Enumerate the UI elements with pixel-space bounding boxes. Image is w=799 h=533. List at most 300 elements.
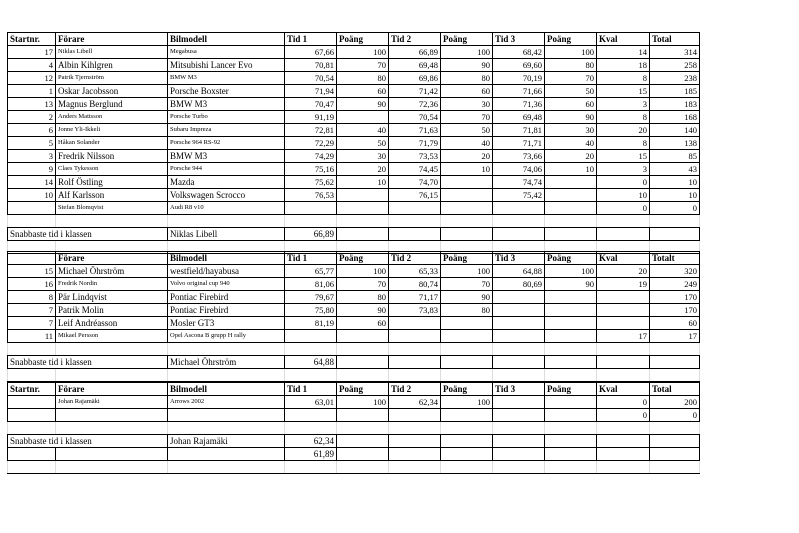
cell-startnr (8, 396, 56, 409)
cell-tid3: 68,42 (493, 46, 545, 59)
empty-cell (545, 356, 597, 369)
cell-forare: Patrik Tjernström (56, 72, 168, 85)
cell-kval: 0 (597, 202, 650, 215)
cell-bilmodell: BMW M3 (168, 72, 285, 85)
cell-bilmodell: Pontiac Firebird (168, 291, 285, 304)
cell-poang1: 70 (337, 278, 389, 291)
header-bilmodell: Bilmodell (168, 383, 285, 396)
cell-total: 249 (650, 278, 700, 291)
header-total: Totalt (650, 252, 700, 265)
cell-tid2: 73,83 (389, 304, 441, 317)
cell-poang1 (337, 409, 389, 422)
cell-startnr: 2 (8, 111, 56, 124)
cell-poang3 (545, 189, 597, 202)
empty-cell (285, 369, 337, 382)
header-poang2: Poäng (441, 383, 493, 396)
cell-bilmodell: Megabusa (168, 46, 285, 59)
cell-total: 185 (650, 85, 700, 98)
cell-bilmodell: Mazda (168, 176, 285, 189)
cell-poang1: 60 (337, 85, 389, 98)
cell-poang1: 90 (337, 304, 389, 317)
cell-kval: 17 (597, 330, 650, 343)
cell-poang2 (441, 317, 493, 330)
cell-poang1: 70 (337, 59, 389, 72)
table-row (8, 46, 700, 59)
cell-poang3 (545, 176, 597, 189)
cell-total: 0 (650, 409, 700, 422)
cell-kval: 8 (597, 72, 650, 85)
cell-kval: 15 (597, 85, 650, 98)
cell-poang3: 80 (545, 59, 597, 72)
cell-poang1: 20 (337, 163, 389, 176)
cell-total: 238 (650, 72, 700, 85)
cell-poang3: 70 (545, 72, 597, 85)
empty-cell (56, 343, 168, 356)
header-bilmodell: Bilmodell (168, 33, 285, 46)
empty-cell (545, 228, 597, 241)
empty-cell (493, 215, 545, 228)
empty-cell (493, 369, 545, 382)
cell-poang1: 30 (337, 150, 389, 163)
cell-forare: Pär Lindqvist (56, 291, 168, 304)
fastest-time: 66,89 (285, 228, 337, 241)
cell-tid3: 71,36 (493, 98, 545, 111)
cell-forare: Jonne Yli-Ikkeli (56, 124, 168, 137)
header-kval: Kval (597, 383, 650, 396)
table-row (8, 330, 700, 343)
header-row (8, 252, 700, 265)
cell-tid2: 69,48 (389, 59, 441, 72)
empty-cell (650, 422, 700, 435)
cell-total: 320 (650, 265, 700, 278)
cell-tid1 (285, 330, 337, 343)
header-poang2: Poäng (441, 252, 493, 265)
cell-forare: Niklas Libell (56, 46, 168, 59)
table-row (8, 189, 700, 202)
cell-kval: 20 (597, 124, 650, 137)
header-forare: Förare (56, 33, 168, 46)
table-row (8, 304, 700, 317)
cell-poang1 (337, 202, 389, 215)
empty-cell (441, 422, 493, 435)
cell-bilmodell: Subaru Impreza (168, 124, 285, 137)
cell-tid3: 71,66 (493, 85, 545, 98)
cell-bilmodell: BMW M3 (168, 98, 285, 111)
cell-forare: Stefan Blomqvist (56, 202, 168, 215)
header-forare: Förare (56, 383, 168, 396)
empty-cell (597, 435, 650, 448)
cell-startnr: 8 (8, 291, 56, 304)
empty-cell (337, 369, 389, 382)
cell-tid3 (493, 396, 545, 409)
cell-poang1: 10 (337, 176, 389, 189)
empty-cell (545, 448, 597, 461)
cell-tid3: 74,06 (493, 163, 545, 176)
table-row (8, 317, 700, 330)
cell-poang2 (441, 176, 493, 189)
cell-total: 10 (650, 176, 700, 189)
cell-poang2: 20 (441, 150, 493, 163)
empty-cell (493, 422, 545, 435)
empty-cell (493, 228, 545, 241)
fastest-row (8, 356, 700, 369)
spacer-row (8, 343, 700, 356)
cell-tid1: 75,62 (285, 176, 337, 189)
cell-total: 140 (650, 124, 700, 137)
empty-cell (650, 215, 700, 228)
cell-startnr: 10 (8, 189, 56, 202)
cell-startnr: 12 (8, 72, 56, 85)
empty-cell (441, 461, 493, 474)
cell-startnr: 7 (8, 317, 56, 330)
cell-poang3 (545, 409, 597, 422)
header-poang2: Poäng (441, 33, 493, 46)
cell-tid2: 71,63 (389, 124, 441, 137)
cell-forare (56, 409, 168, 422)
cell-forare: Magnus Berglund (56, 98, 168, 111)
empty-cell (337, 422, 389, 435)
empty-cell (168, 448, 285, 461)
cell-kval: 18 (597, 59, 650, 72)
header-tid1: Tid 1 (285, 33, 337, 46)
cell-poang3 (545, 304, 597, 317)
empty-cell (389, 448, 441, 461)
cell-kval (597, 304, 650, 317)
table-row (8, 291, 700, 304)
table-row (8, 72, 700, 85)
cell-tid2 (389, 202, 441, 215)
empty-cell (8, 448, 56, 461)
empty-cell (168, 343, 285, 356)
cell-poang3: 10 (545, 163, 597, 176)
cell-tid1: 70,54 (285, 72, 337, 85)
cell-bilmodell: Audi R8 v10 (168, 202, 285, 215)
cell-poang1: 100 (337, 46, 389, 59)
empty-cell (597, 369, 650, 382)
table-row (8, 85, 700, 98)
empty-cell (650, 448, 700, 461)
empty-cell (389, 215, 441, 228)
cell-tid2: 73,53 (389, 150, 441, 163)
cell-tid3 (493, 330, 545, 343)
cell-tid2: 80,74 (389, 278, 441, 291)
table-row (8, 124, 700, 137)
cell-bilmodell: BMW M3 (168, 150, 285, 163)
cell-total: 258 (650, 59, 700, 72)
empty-cell (8, 215, 56, 228)
empty-cell (8, 343, 56, 356)
empty-cell (337, 228, 389, 241)
cell-total: 168 (650, 111, 700, 124)
empty-cell (441, 215, 493, 228)
empty-cell (56, 422, 168, 435)
table-row (8, 176, 700, 189)
cell-tid3: 70,19 (493, 72, 545, 85)
cell-total: 17 (650, 330, 700, 343)
cell-tid1: 79,67 (285, 291, 337, 304)
cell-tid2: 65,33 (389, 265, 441, 278)
cell-bilmodell: Mosler GT3 (168, 317, 285, 330)
fastest-driver: Michael Öhrström (168, 356, 285, 369)
fastest-label: Snabbaste tid i klassen (8, 356, 168, 369)
empty-cell (441, 343, 493, 356)
cell-bilmodell: Volvo original cup 940 (168, 278, 285, 291)
cell-poang1: 90 (337, 98, 389, 111)
table-row (8, 278, 700, 291)
cell-kval: 0 (597, 409, 650, 422)
cell-poang1: 40 (337, 124, 389, 137)
cell-poang3: 20 (545, 150, 597, 163)
empty-cell (597, 343, 650, 356)
cell-forare: Alf Karlsson (56, 189, 168, 202)
header-startnr: Startnr. (8, 383, 56, 396)
empty-cell (8, 369, 56, 382)
header-tid2: Tid 2 (389, 33, 441, 46)
table-row (8, 163, 700, 176)
empty-cell (8, 422, 56, 435)
cell-poang1: 60 (337, 317, 389, 330)
cell-tid3: 74,74 (493, 176, 545, 189)
cell-tid3: 73,66 (493, 150, 545, 163)
cell-startnr: 1 (8, 85, 56, 98)
cell-tid3: 75,42 (493, 189, 545, 202)
fastest-label: Snabbaste tid i klassen (8, 435, 168, 448)
empty-cell (56, 215, 168, 228)
empty-cell (285, 343, 337, 356)
header-poang3: Poäng (545, 252, 597, 265)
cell-forare: Claes Tykesson (56, 163, 168, 176)
empty-cell (56, 461, 168, 474)
cell-poang2: 70 (441, 278, 493, 291)
cell-poang3 (545, 291, 597, 304)
header-forare: Förare (56, 252, 168, 265)
cell-total: 314 (650, 46, 700, 59)
cell-poang2: 100 (441, 265, 493, 278)
header-startnr (8, 252, 56, 265)
cell-poang2: 100 (441, 46, 493, 59)
empty-cell (337, 343, 389, 356)
empty-cell (493, 356, 545, 369)
table-row (8, 111, 700, 124)
cell-tid2: 74,45 (389, 163, 441, 176)
cell-startnr: 9 (8, 163, 56, 176)
cell-tid1: 81,06 (285, 278, 337, 291)
empty-cell (389, 422, 441, 435)
cell-tid2: 74,70 (389, 176, 441, 189)
cell-total: 183 (650, 98, 700, 111)
empty-cell (337, 435, 389, 448)
header-tid3: Tid 3 (493, 252, 545, 265)
header-tid3: Tid 3 (493, 383, 545, 396)
cell-tid2: 69,86 (389, 72, 441, 85)
cell-poang2: 60 (441, 85, 493, 98)
table-row (8, 98, 700, 111)
cell-poang3 (545, 330, 597, 343)
header-total: Total (650, 33, 700, 46)
cell-poang1 (337, 189, 389, 202)
cell-poang3: 40 (545, 137, 597, 150)
cell-poang2: 100 (441, 396, 493, 409)
empty-cell (56, 369, 168, 382)
cell-tid1: 81,19 (285, 317, 337, 330)
cell-tid1: 75,80 (285, 304, 337, 317)
cell-kval: 3 (597, 163, 650, 176)
cell-tid3: 71,71 (493, 137, 545, 150)
empty-cell (168, 215, 285, 228)
table-row (8, 409, 700, 422)
cell-poang1: 80 (337, 72, 389, 85)
cell-poang2: 90 (441, 291, 493, 304)
spacer-row (8, 461, 700, 474)
cell-tid1: 67,66 (285, 46, 337, 59)
cell-kval: 15 (597, 150, 650, 163)
empty-cell (545, 461, 597, 474)
cell-startnr: 5 (8, 137, 56, 150)
fastest-driver: Johan Rajamäki (168, 435, 285, 448)
cell-kval: 19 (597, 278, 650, 291)
cell-forare: Rolf Östling (56, 176, 168, 189)
empty-cell (597, 461, 650, 474)
cell-forare: Michael Öhrström (56, 265, 168, 278)
header-tid1: Tid 1 (285, 383, 337, 396)
empty-cell (650, 228, 700, 241)
header-row (8, 383, 700, 396)
cell-kval: 0 (597, 176, 650, 189)
cell-poang2: 90 (441, 59, 493, 72)
cell-total: 170 (650, 304, 700, 317)
cell-tid3 (493, 409, 545, 422)
cell-tid1: 91,19 (285, 111, 337, 124)
cell-kval: 14 (597, 46, 650, 59)
cell-startnr: 16 (8, 278, 56, 291)
empty-cell (493, 448, 545, 461)
empty-cell (389, 228, 441, 241)
header-tid2: Tid 2 (389, 383, 441, 396)
cell-tid3: 69,60 (493, 59, 545, 72)
empty-cell (389, 369, 441, 382)
cell-tid2: 76,15 (389, 189, 441, 202)
cell-kval: 20 (597, 265, 650, 278)
cell-bilmodell: Pontiac Firebird (168, 304, 285, 317)
cell-tid1: 65,77 (285, 265, 337, 278)
header-poang1: Poäng (337, 383, 389, 396)
empty-cell (493, 435, 545, 448)
header-poang1: Poäng (337, 33, 389, 46)
cell-tid3 (493, 304, 545, 317)
empty-cell (441, 369, 493, 382)
header-poang3: Poäng (545, 383, 597, 396)
cell-tid3 (493, 317, 545, 330)
cell-poang2 (441, 202, 493, 215)
cell-tid3: 64,88 (493, 265, 545, 278)
cell-total: 43 (650, 163, 700, 176)
header-kval: Kval (597, 252, 650, 265)
cell-bilmodell: Mitsubishi Lancer Evo (168, 59, 285, 72)
fastest-label: Snabbaste tid i klassen (8, 228, 168, 241)
cell-tid1 (285, 202, 337, 215)
cell-tid2 (389, 317, 441, 330)
spacer-row (8, 215, 700, 228)
cell-total: 200 (650, 396, 700, 409)
cell-poang1: 100 (337, 265, 389, 278)
cell-bilmodell: Arrows 2002 (168, 396, 285, 409)
empty-cell (441, 448, 493, 461)
cell-kval (597, 317, 650, 330)
cell-forare: Johan Rajamäki (56, 396, 168, 409)
cell-kval: 8 (597, 137, 650, 150)
empty-cell (389, 435, 441, 448)
cell-tid1: 76,53 (285, 189, 337, 202)
cell-startnr: 17 (8, 46, 56, 59)
table-row (8, 396, 700, 409)
empty-cell (389, 461, 441, 474)
cell-bilmodell: Porsche 944 (168, 163, 285, 176)
empty-cell (545, 422, 597, 435)
empty-cell (285, 215, 337, 228)
cell-bilmodell: Porsche Boxster (168, 85, 285, 98)
cell-startnr: 15 (8, 265, 56, 278)
cell-bilmodell: westfield/hayabusa (168, 265, 285, 278)
cell-bilmodell: Porsche Turbo (168, 111, 285, 124)
fastest-time: 62,34 (285, 435, 337, 448)
cell-kval: 8 (597, 111, 650, 124)
empty-cell (337, 448, 389, 461)
table-row (8, 150, 700, 163)
cell-bilmodell (168, 409, 285, 422)
extra-time-row (8, 448, 700, 461)
empty-cell (597, 448, 650, 461)
extra-time: 61,89 (285, 448, 337, 461)
cell-tid1: 70,81 (285, 59, 337, 72)
cell-poang3: 30 (545, 124, 597, 137)
cell-forare: Håkan Solander (56, 137, 168, 150)
empty-cell (441, 228, 493, 241)
table-row (8, 202, 700, 215)
header-kval: Kval (597, 33, 650, 46)
cell-poang3: 100 (545, 265, 597, 278)
header-poang3: Poäng (545, 33, 597, 46)
class2-table (7, 251, 700, 382)
empty-cell (545, 369, 597, 382)
cell-total: 170 (650, 291, 700, 304)
empty-cell (493, 343, 545, 356)
empty-cell (337, 461, 389, 474)
cell-tid2: 71,79 (389, 137, 441, 150)
cell-poang3 (545, 202, 597, 215)
empty-cell (389, 343, 441, 356)
cell-total: 60 (650, 317, 700, 330)
fastest-row (8, 228, 700, 241)
cell-poang3: 90 (545, 278, 597, 291)
cell-startnr: 7 (8, 304, 56, 317)
cell-total: 85 (650, 150, 700, 163)
cell-startnr: 3 (8, 150, 56, 163)
empty-cell (441, 435, 493, 448)
cell-forare: Fredrik Nordin (56, 278, 168, 291)
cell-poang2: 40 (441, 137, 493, 150)
cell-poang2: 50 (441, 124, 493, 137)
fastest-row (8, 435, 700, 448)
cell-tid1: 70,47 (285, 98, 337, 111)
empty-cell (8, 461, 56, 474)
cell-tid2: 70,54 (389, 111, 441, 124)
table-row (8, 265, 700, 278)
cell-tid2: 71,17 (389, 291, 441, 304)
cell-poang3: 100 (545, 46, 597, 59)
empty-cell (545, 435, 597, 448)
cell-kval (597, 291, 650, 304)
cell-tid1: 72,81 (285, 124, 337, 137)
